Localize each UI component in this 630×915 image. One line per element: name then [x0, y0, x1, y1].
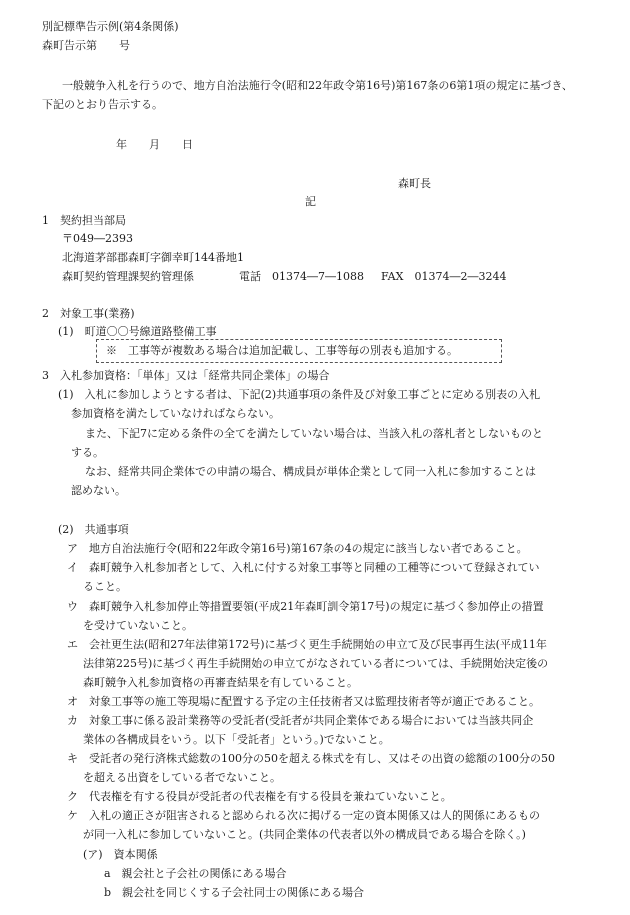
- capital-item-b: b 親会社を同じくする子会社同士の関係にある場合: [104, 886, 365, 899]
- item-ke-line-1: ケ 入札の適正さが阻害されると認められる次に掲げる一定の資本関係又は人的関係にあるもの: [67, 809, 540, 822]
- item-ku: ク 代表権を有する役員が受託者の代表権を有する役員を兼ねていないこと。: [67, 790, 452, 803]
- para-1-line-4: する。: [71, 446, 104, 459]
- item-e-line-2: 法律第225号)に基づく再生手続開始の申立てがなされている者については、手続開始決定後の: [83, 657, 549, 670]
- item-ke-line-2: が同一入札に参加していないこと。(共同企業体の代表者以外の構成員である場合を除く。): [83, 828, 526, 841]
- ki-heading: 記: [305, 195, 316, 208]
- signer: 森町長: [398, 177, 431, 190]
- para-1-line-6: 認めない。: [71, 484, 126, 497]
- item-i-line-1: イ 森町競争入札参加者として、入札に付する対象工事等と同種の工種等について登録されてい: [67, 561, 540, 574]
- form-label: 別記標準告示例(第4条関係): [42, 20, 179, 33]
- common-items-heading: (2) 共通事項: [58, 523, 129, 536]
- section-2-heading: 2 対象工事(業務): [42, 307, 135, 320]
- item-ki-line-2: を超える出資をしている者でないこと。: [83, 771, 281, 784]
- date-line: 年 月 日: [116, 138, 193, 151]
- item-o: オ 対象工事等の施工等現場に配置する予定の主任技術者又は監理技術者等が適正であること。: [67, 695, 540, 708]
- intro-line-1: 一般競争入札を行うので、地方自治法施行令(昭和22年政令第16号)第167条の6第1項の規定に基づき、: [62, 79, 573, 92]
- item-e-line-1: エ 会社更生法(昭和27年法律第172号)に基づく更生手続開始の申立て及び民事再生法(平成11年: [67, 638, 547, 651]
- capital-relations-heading: (ア) 資本関係: [83, 848, 158, 861]
- intro-line-2: 下記のとおり告示する。: [42, 98, 163, 111]
- item-ka-line-2: 業体の各構成員をいう。以下「受託者」という。)でないこと。: [83, 733, 390, 746]
- item-ka-line-1: カ 対象工事に係る設計業務等の受託者(受託者が共同企業体である場合においては当該共同企: [67, 714, 534, 727]
- address: 北海道茅部郡森町字御幸町144番地1: [62, 251, 244, 264]
- para-1-line-3: また、下記7に定める条件の全てを満たしていない場合は、当該入札の落札者としないものと: [85, 427, 543, 440]
- para-1-line-2: 参加資格を満たしていなければならない。: [71, 407, 280, 420]
- notice-number: 森町告示第 号: [42, 39, 130, 52]
- item-a: ア 地方自治法施行令(昭和22年政令第16号)第167条の4の規定に該当しない者であること。: [67, 542, 528, 555]
- item-u-line-2: を受けていないこと。: [83, 619, 193, 632]
- fax: FAX 01374―2―3244: [381, 270, 507, 283]
- postal-code: 〒049―2393: [62, 232, 133, 245]
- para-1-line-5: なお、経常共同企業体での申請の場合、構成員が単体企業として同一入札に参加することは: [85, 465, 536, 478]
- section-1-heading: 1 契約担当部局: [42, 214, 126, 227]
- capital-item-a: a 親会社と子会社の関係にある場合: [104, 867, 287, 880]
- item-ki-line-1: キ 受託者の発行済株式総数の100分の50を超える株式を有し、又はその出資の総額の100分の50: [67, 752, 555, 765]
- note-text: ※ 工事等が複数ある場合は追加記載し、工事等毎の別表も追加する。: [106, 344, 458, 357]
- item-i-line-2: ること。: [83, 580, 127, 593]
- office-name: 森町契約管理課契約管理係: [62, 270, 194, 283]
- telephone: 電話 01374―7―1088: [239, 270, 364, 283]
- section-2-item: (1) 町道〇〇号線道路整備工事: [58, 325, 217, 338]
- section-3-heading: 3 入札参加資格：「単体」又は「経常共同企業体」の場合: [42, 369, 330, 382]
- para-1-line-1: (1) 入札に参加しようとする者は、下記(2)共通事項の条件及び対象工事ごとに定める別表の入札: [58, 388, 541, 401]
- item-u-line-1: ウ 森町競争入札参加停止等措置要領(平成21年森町訓令第17号)の規定に基づく参加停止の措置: [67, 600, 544, 613]
- item-e-line-3: 森町競争入札参加資格の再審査結果を有していること。: [83, 676, 358, 689]
